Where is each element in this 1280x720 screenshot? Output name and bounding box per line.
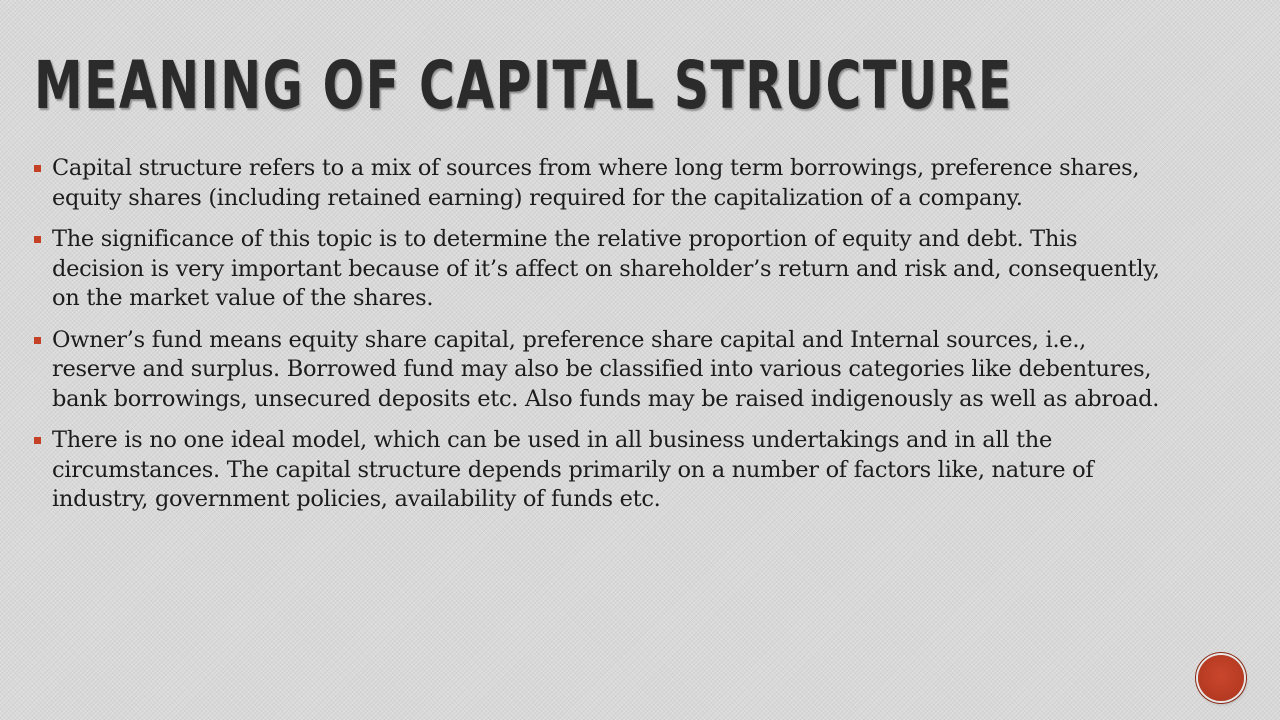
square-bullet-icon — [34, 236, 41, 243]
bullet-text: There is no one ideal model, which can be used in all business undertakings and in all the circumstances. The capital structure depends primarily on a number of factors like, nature of industry, government policies, availability of funds etc. — [52, 427, 1094, 512]
slide-nav-button[interactable] — [1198, 655, 1244, 701]
bullet-list — [34, 154, 1174, 527]
bullet-text: Capital structure refers to a mix of sources from where long term borrowings, preference shares, equity shares (including retained earning) required for the capitalization of a company. — [52, 155, 1140, 211]
bullet-item — [34, 326, 1174, 415]
square-bullet-icon — [34, 337, 41, 344]
square-bullet-icon — [34, 437, 41, 444]
slide-title: MEANING OF CAPITAL STRUCTURE — [34, 47, 1013, 124]
square-bullet-icon — [34, 165, 41, 172]
bullet-text: Owner’s fund means equity share capital, preference share capital and Internal sources, i.e., reserve and surplus. Borrowed fund may also be classified into various categories like debentures, bank borrowings, unsecured deposits etc. Also funds may be raised indigenously as well as abroad. — [52, 326, 1160, 412]
bullet-item — [34, 154, 1174, 213]
bullet-item — [34, 426, 1174, 515]
bullet-item — [34, 225, 1174, 314]
bullet-text: The significance of this topic is to determine the relative proportion of equity and debt. This decision is very important because of it’s affect on shareholder’s return and risk and, consequently, on the market value of the shares. — [52, 226, 1160, 311]
